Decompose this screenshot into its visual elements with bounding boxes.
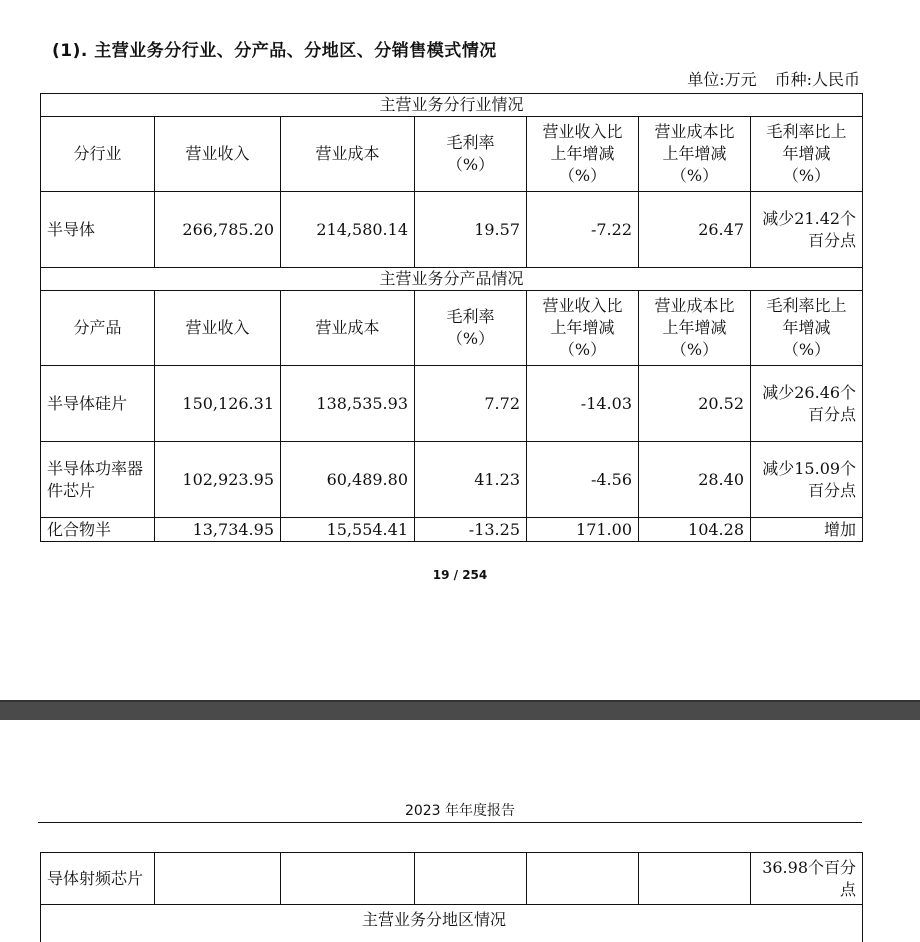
header-cell: 毛利率（%） — [415, 117, 527, 192]
header-cell: 营业成本比上年增减（%） — [639, 291, 751, 366]
empty-cell — [415, 853, 527, 905]
unit-label: 单位:万元 — [687, 70, 757, 89]
row-name: 化合物半 — [41, 518, 155, 542]
header-cell: 毛利率比上年增减（%） — [751, 117, 863, 192]
pdf-page-20 — [0, 720, 920, 942]
cost-cell: 214,580.14 — [281, 192, 415, 268]
table-row — [41, 853, 863, 905]
revenue-change-cell: -14.03 — [527, 366, 639, 442]
section-title: (1). 主营业务分行业、分产品、分地区、分销售模式情况 — [52, 41, 497, 61]
revenue-change-cell: -4.56 — [527, 442, 639, 518]
margin-cell: 19.57 — [415, 192, 527, 268]
table-row — [41, 518, 863, 542]
product-section-row — [41, 268, 863, 291]
page-number: 19 / 254 — [432, 568, 488, 582]
margin-cell: 41.23 — [415, 442, 527, 518]
header-cell: 营业收入比上年增减（%） — [527, 117, 639, 192]
empty-cell — [639, 853, 751, 905]
industry-header-row — [41, 117, 863, 192]
margin-change-cell: 减少21.42个百分点 — [751, 192, 863, 268]
cost-change-cell: 26.47 — [639, 192, 751, 268]
header-cell: 毛利率（%） — [415, 291, 527, 366]
cost-cell: 60,489.80 — [281, 442, 415, 518]
header-cell: 营业收入 — [155, 117, 281, 192]
margin-change-cell: 36.98个百分点 — [751, 853, 863, 905]
header-cell: 营业成本 — [281, 117, 415, 192]
unit-line — [669, 67, 860, 90]
revenue-change-cell: 171.00 — [527, 518, 639, 542]
header-rule — [38, 822, 862, 823]
revenue-cell: 266,785.20 — [155, 192, 281, 268]
table-row — [41, 192, 863, 268]
margin-change-cell: 减少26.46个百分点 — [751, 366, 863, 442]
header-cell: 营业收入比上年增减（%） — [527, 291, 639, 366]
header-cell: 毛利率比上年增减（%） — [751, 291, 863, 366]
empty-cell — [527, 853, 639, 905]
row-name: 导体射频芯片 — [41, 853, 155, 905]
row-name: 半导体硅片 — [41, 366, 155, 442]
margin-cell: -13.25 — [415, 518, 527, 542]
revenue-table — [40, 93, 863, 542]
product-header-row — [41, 291, 863, 366]
row-name: 半导体 — [41, 192, 155, 268]
cost-change-cell: 28.40 — [639, 442, 751, 518]
margin-change-cell: 减少15.09个百分点 — [751, 442, 863, 518]
header-cell: 营业成本比上年增减（%） — [639, 117, 751, 192]
industry-section-row — [41, 94, 863, 117]
currency-label: 币种:人民币 — [774, 70, 860, 89]
cost-change-cell: 20.52 — [639, 366, 751, 442]
table-row — [41, 366, 863, 442]
row-name: 半导体功率器件芯片 — [41, 442, 155, 518]
header-cell: 分产品 — [41, 291, 155, 366]
revenue-cell: 150,126.31 — [155, 366, 281, 442]
revenue-cell: 102,923.95 — [155, 442, 281, 518]
table-row — [41, 442, 863, 518]
industry-section-title: 主营业务分行业情况 — [41, 94, 863, 117]
empty-cell — [281, 853, 415, 905]
product-section-title: 主营业务分产品情况 — [41, 268, 863, 291]
revenue-change-cell: -7.22 — [527, 192, 639, 268]
revenue-cell: 13,734.95 — [155, 518, 281, 542]
header-cell: 分行业 — [41, 117, 155, 192]
empty-cell — [155, 853, 281, 905]
margin-change-cell: 增加 — [751, 518, 863, 542]
region-section-title: 主营业务分地区情况 — [362, 910, 507, 929]
cost-change-cell: 104.28 — [639, 518, 751, 542]
header-cell: 营业收入 — [155, 291, 281, 366]
header-cell: 营业成本 — [281, 291, 415, 366]
cost-cell: 15,554.41 — [281, 518, 415, 542]
report-header: 2023 年年度报告 — [404, 803, 516, 819]
cost-cell: 138,535.93 — [281, 366, 415, 442]
page-separator — [0, 700, 920, 722]
margin-cell: 7.72 — [415, 366, 527, 442]
